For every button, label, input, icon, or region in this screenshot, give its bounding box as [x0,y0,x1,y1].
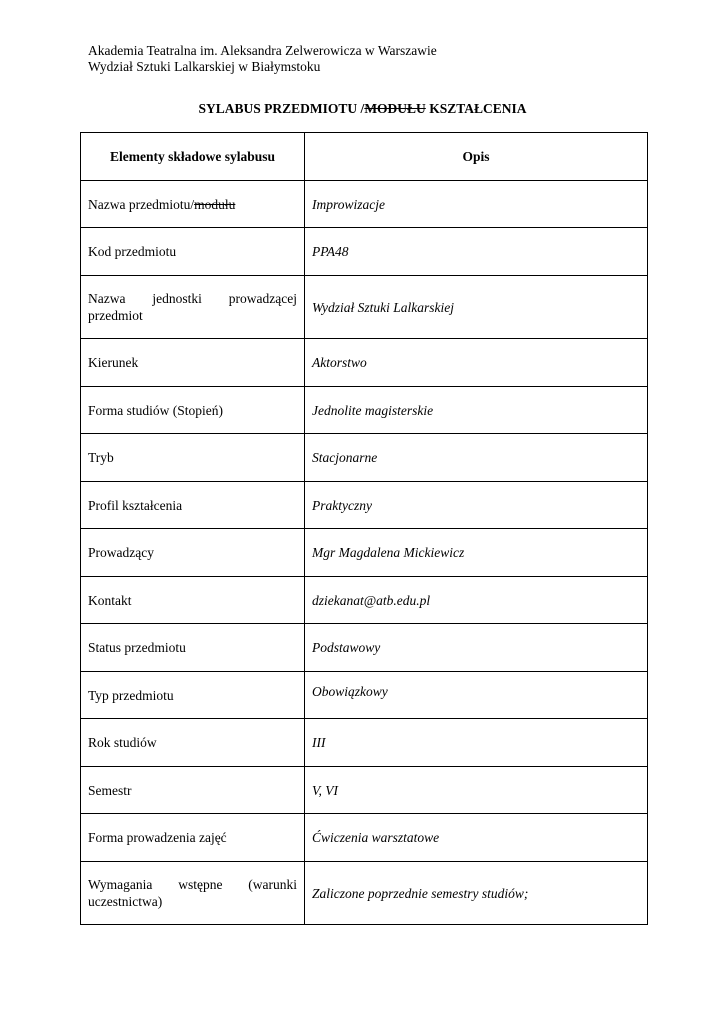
table-row [81,529,648,577]
table-row [81,228,648,276]
row-label: Kod przedmiotu [81,228,305,276]
row-label: Profil kształcenia [81,482,305,529]
row-label: Kierunek [81,339,305,387]
row-value: Podstawowy [305,624,648,672]
row-label: Forma prowadzenia zajęć [81,814,305,862]
column-header-elements: Elementy składowe sylabusu [81,133,305,181]
table-row [81,767,648,814]
row-label-text: Nazwa przedmiotu/ [88,196,195,212]
row-label-line2: przedmiot [88,308,143,323]
row-value: Mgr Magdalena Mickiewicz [305,529,648,577]
document-title [0,101,725,117]
table-row [81,276,648,339]
row-label: Tryb [81,434,305,482]
row-value: Aktorstwo [305,339,648,387]
row-label: Kontakt [81,577,305,624]
row-value: III [305,719,648,767]
syllabus-table [80,132,648,925]
column-header-description: Opis [305,133,648,181]
row-value: dziekanat@atb.edu.pl [305,577,648,624]
header-line-academy: Akademia Teatralna im. Aleksandra Zelwerowicza w Warszawie [88,43,437,58]
row-value: Praktyczny [305,482,648,529]
row-value: Jednolite magisterskie [305,387,648,434]
title-prefix: SYLABUS PRZEDMIOTU / [198,101,365,116]
table-row [81,434,648,482]
row-label-line1 [88,290,297,307]
title-struck-word: MODUŁU [364,101,426,116]
header-line-faculty: Wydział Sztuki Lalkarskiej w Białymstoku [88,59,321,74]
row-label-word: Nazwa [88,291,126,306]
table-row [81,814,648,862]
row-label: Forma studiów (Stopień) [81,387,305,434]
table-row [81,577,648,624]
table-row [81,181,648,228]
row-label: Typ przedmiotu [81,672,305,719]
table-row [81,719,648,767]
row-value: Obowiązkowy [305,672,648,719]
table-row [81,482,648,529]
row-label-line2: uczestnictwa) [88,894,163,909]
document-header [88,43,437,75]
row-value: Improwizacje [305,181,648,228]
row-label: Semestr [81,767,305,814]
row-label-word: wstępne [178,877,223,892]
row-value: Zaliczone poprzednie semestry studiów; [305,862,648,925]
row-value: Wydział Sztuki Lalkarskiej [305,276,648,339]
table-row [81,339,648,387]
row-label-word: Wymagania [88,877,153,892]
row-label-word: jednostki [152,291,202,306]
table-header-row [81,133,648,181]
table-row [81,624,648,672]
row-label-struck-text: modułu [194,196,236,212]
row-label [81,862,305,925]
table-row [81,862,648,925]
row-label-line1 [88,876,297,893]
row-value: PPA48 [305,228,648,276]
row-label: Status przedmiotu [81,624,305,672]
table-row [81,672,648,719]
row-label [81,181,305,228]
row-value: V, VI [305,767,648,814]
row-value: Ćwiczenia warsztatowe [305,814,648,862]
row-label [81,276,305,339]
table-row [81,387,648,434]
row-label-word: prowadzącej [228,291,297,306]
row-label: Prowadzący [81,529,305,577]
row-label-word: (warunki [248,877,297,892]
title-suffix: KSZTAŁCENIA [425,101,527,116]
row-value: Stacjonarne [305,434,648,482]
row-label: Rok studiów [81,719,305,767]
